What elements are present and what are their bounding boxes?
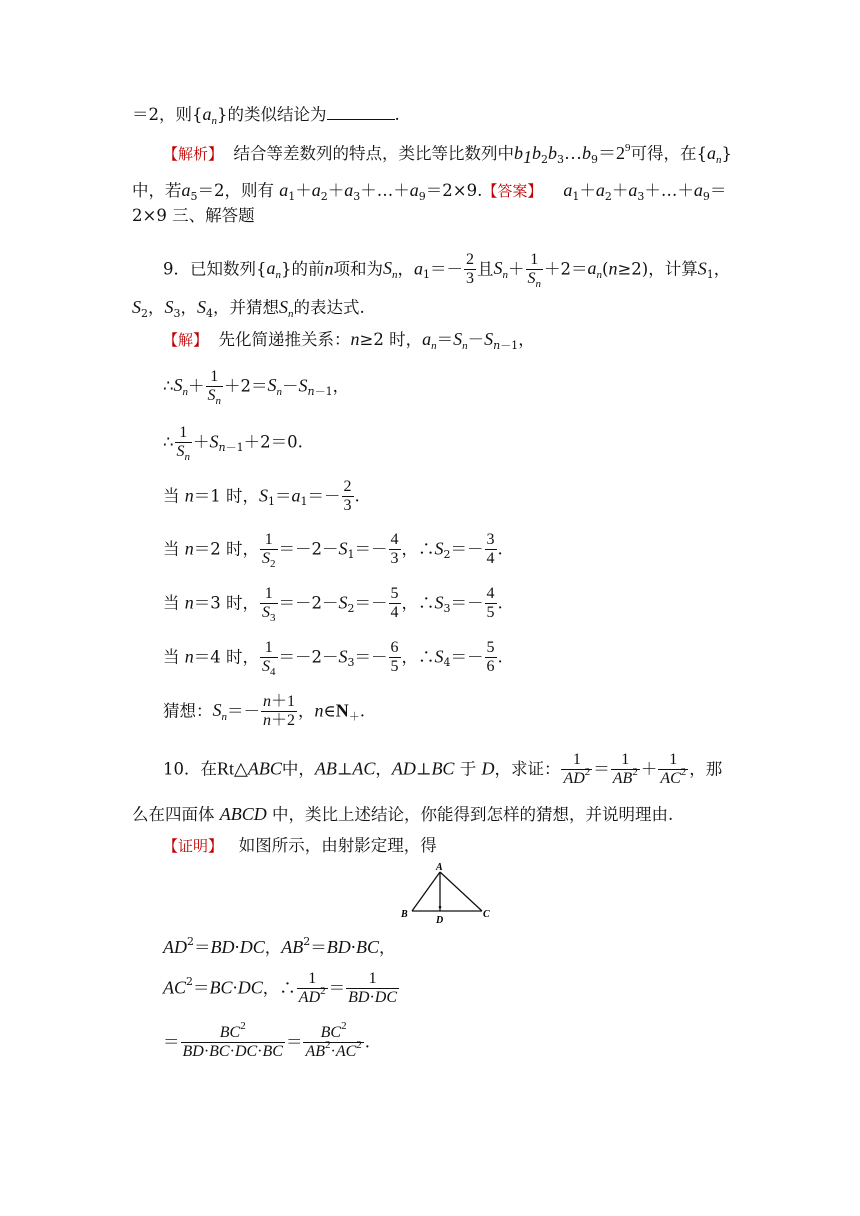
line-3: 中，若$a_5=2$，则有 $a_1+a_2+a_3+\dots+a_9=2\times 9$.【答案】 $a_1+a_2+a_3+\dots+a_9=$ [132,180,727,203]
line-2: 【解析】 结合等差数列的特点，类比等比数列中$b_1b_2b_3\dots b_9=2^9$可得，在$\{a_n\}$ [163,142,733,167]
solution-n2: 当 n＝2 时， $\frac{1}{S_2}$ $=-2-S_1=-$ $\frac{4}{3}$ ，$\therefore S_2=-$ $\frac{3}{4}$ . [163,531,503,571]
line-1: ＝2，则$\{a_n\}$的类似结论为 . [132,104,400,127]
proof-line-1: 【证明】 如图所示，由射影定理，得 [163,836,437,855]
answer-label: 【答案】 [482,182,543,200]
vertex-b: B [401,909,408,920]
problem-9-line-2: $S_2$，$S_3$，$S_4$，并猜想$S_n$的表达式. [132,297,365,320]
proof-line-3: $AC^2=BC\cdot DC$，∴ $\frac{1}{AD^2}$ ＝ $\frac{1}{BD\cdot DC}$ [163,970,398,1007]
solution-line-1: 【解】 先化简递推关系：n≥2 时，$a_n=S_n-S_{n-1}$， [163,329,535,352]
problem-9-line-1: 9．已知数列$\{a_n\}$的前n项和为$S_n$，$a_1=-$ $\frac{2}{3}$ 且$S_n+$ $\frac{1}{S_n}$ $+2=a_n(n\ge 2)$，计算$S_1$， [163,251,731,291]
vertex-d: D [436,915,444,926]
jiexi-label: 【解析】 [163,145,224,163]
answer-blank [327,105,395,120]
proof-label: 【证明】 [163,837,224,855]
problem-10-line-1: 10．在Rt△ABC中，AB⊥AC，AD⊥BC 于 D，求证： $\frac{1}{AD^2}$ ＝ $\frac{1}{AB^2}$ ＋ $\frac{1}{AC^2}$ ，那 [163,751,723,788]
triangle-figure [395,860,495,926]
solution-n4: 当 n＝4 时， $\frac{1}{S_4}$ $=-2-S_3=-$ $\frac{6}{5}$ ，$\therefore S_4=-$ $\frac{5}{6}$ . [163,639,503,679]
solution-line-2: $\therefore S_n+$ $\frac{1}{S_n}$ $+2=S_n-S_{n-1}$， [163,368,350,408]
proof-line-4: ＝ $\frac{BC^2}{BD\cdot BC\cdot DC\cdot BC}$ ＝ $\frac{BC^2}{AB^2\cdot AC^2}$ . [163,1020,371,1061]
solution-n3: 当 n＝3 时， $\frac{1}{S_3}$ $=-2-S_2=-$ $\frac{5}{4}$ ，$\therefore S_3=-$ $\frac{4}{5}$ . [163,585,503,625]
solution-guess: 猜想：$S_n=-$ $\frac{n+1}{n+2}$ ，$n\in N_+$. [163,693,365,730]
section-heading: 三、解答题 [172,206,255,225]
problem-10-line-2: 么在四面体 ABCD 中，类比上述结论，你能得到怎样的猜想，并说明理由. [132,804,674,824]
jie-label: 【解】 [163,331,209,349]
line-4: 2×9 三、解答题 [132,206,255,225]
vertex-c: C [483,909,490,920]
vertex-a: A [436,862,443,873]
solution-line-3: ∴ $\frac{1}{S_n}$ $+S_{n-1}+2=0$. [163,424,303,464]
proof-line-2: $AD^2=BD\cdot DC$，$AB^2=BD\cdot BC$， [163,935,396,957]
solution-n1: 当 n＝1 时，$S_1=a_1=-$ $\frac{2}{3}$ . [163,478,360,515]
